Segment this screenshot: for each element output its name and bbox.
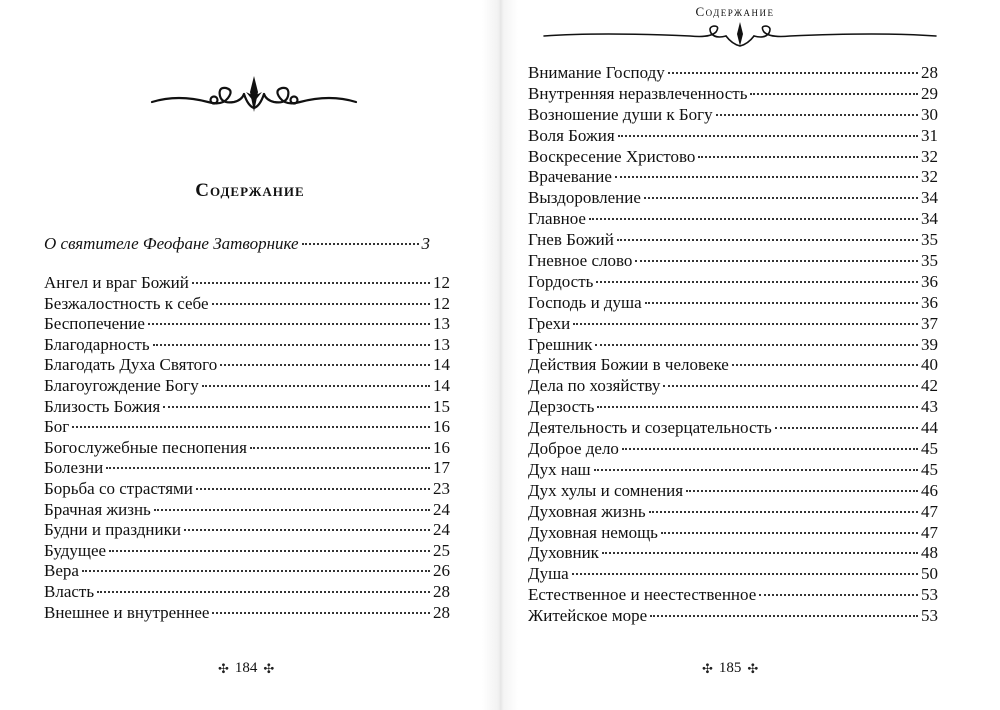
toc-entry-page: 12 [433,293,450,313]
toc-entry[interactable] [44,376,450,397]
page-number [218,660,274,677]
toc-entry-title: О святителе Феофане Затворнике [44,234,299,253]
dot-leader [686,489,918,492]
toc-entry-title: Грехи [528,313,571,333]
dot-leader [649,510,918,513]
toc-entry[interactable] [528,355,938,376]
toc-entry-title: Выздоровление [528,188,641,208]
dot-leader [597,405,918,408]
toc-entry-page: 50 [921,564,938,584]
toc-entry[interactable] [528,84,938,105]
dot-leader [775,426,918,429]
toc-entry[interactable] [528,397,938,418]
toc-entry[interactable] [44,561,450,582]
toc-entry-page: 45 [921,439,938,459]
toc-entry[interactable] [44,294,450,315]
toc-entry-page: 39 [921,334,938,354]
dot-leader [572,572,918,575]
dot-leader [72,425,430,428]
toc-entry-title: Воля Божия [528,125,615,145]
toc-entry[interactable] [528,564,938,585]
toc-entry[interactable] [528,230,938,251]
toc-entry-page: 47 [921,522,938,542]
dot-leader [716,113,918,116]
dot-leader [617,238,918,241]
toc-entry-title: Болезни [44,458,104,478]
toc-entry-page: 36 [921,271,938,291]
toc-entry-title: Дела по хозяйству [528,376,661,396]
toc-entry-page: 16 [433,437,450,457]
dot-leader [732,363,918,366]
toc-entry-page: 30 [921,104,938,124]
toc-entry-title: Благоугождение Богу [44,375,199,395]
toc-entry-title: Духовная жизнь [528,501,646,521]
toc-entry[interactable] [44,397,450,418]
toc-entry[interactable] [44,582,450,603]
toc-entry[interactable] [528,502,938,523]
dot-leader [759,593,918,596]
toc-entry[interactable] [44,355,450,376]
dot-leader [148,322,430,325]
dot-leader [82,569,430,572]
toc-entry-page: 23 [433,478,450,498]
toc-entry-title: Вера [44,561,79,581]
toc-entry-title: Дух наш [528,459,591,479]
toc-entry-title: Будни и праздники [44,520,181,540]
toc-entry-title: Будущее [44,540,107,560]
toc-entry-page: 35 [921,251,938,271]
toc-entry[interactable] [528,126,938,147]
toc-entry-page: 29 [921,83,938,103]
toc-entry-page: 24 [433,520,450,540]
dot-leader [615,175,918,178]
toc-entry[interactable] [44,314,450,335]
dot-leader [661,531,918,534]
toc-entry-page: 13 [433,334,450,354]
toc-entry[interactable] [44,458,450,479]
toc-entry-page: 3 [421,234,430,253]
toc-entry-page: 45 [921,459,938,479]
toc-entry[interactable] [528,418,938,439]
dot-leader [184,528,430,531]
toc-entry[interactable] [44,417,450,438]
toc-entry-page: 26 [433,561,450,581]
dot-leader [109,549,430,552]
toc-entry[interactable] [528,481,938,502]
toc-entry[interactable] [44,541,450,562]
toc-entry[interactable] [528,251,938,272]
toc-entry-title: Господь и душа [528,292,642,312]
dot-leader [602,551,918,554]
toc-entry-page: 12 [433,273,450,292]
dot-leader [645,301,918,304]
toc-entry[interactable] [528,188,938,209]
toc-entry[interactable] [528,63,938,84]
toc-entry[interactable] [528,376,938,397]
dot-leader [573,322,918,325]
toc-intro-entry[interactable] [44,234,430,254]
toc-entry-title: Дух хулы и сомнения [528,480,684,500]
toc-entry-page: 47 [921,501,938,521]
toc-entry[interactable] [44,479,450,500]
dot-leader [698,155,918,158]
dot-leader [635,259,918,262]
toc-list-right [528,63,938,627]
dot-leader [589,217,918,220]
toc-entry-page: 46 [921,480,938,500]
flourish-icon: ✣ [702,660,713,676]
dot-leader [192,281,430,284]
toc-entry-page: 48 [921,543,938,563]
toc-entry-page: 28 [921,63,938,82]
toc-entry-page: 42 [921,376,938,396]
toc-entry-title: Действия Божии в человеке [528,355,729,375]
toc-entry[interactable] [528,606,938,627]
toc-entry-title: Грешник [528,334,593,354]
toc-entry[interactable] [44,273,450,294]
toc-entry-page: 24 [433,499,450,519]
toc-entry-page: 53 [921,606,938,626]
toc-entry[interactable] [528,543,938,564]
toc-entry-page: 44 [921,418,938,438]
toc-entry-page: 34 [921,209,938,229]
toc-entry[interactable] [528,335,938,356]
toc-entry[interactable] [44,438,450,459]
toc-entry-page: 14 [433,355,450,375]
toc-entry-title: Благодать Духа Святого [44,355,218,375]
toc-entry-page: 53 [921,585,938,605]
toc-entry-page: 37 [921,313,938,333]
toc-entry-title: Борьба со страстями [44,478,193,498]
toc-entry-page: 31 [921,125,938,145]
toc-entry-title: Доброе дело [528,439,619,459]
toc-entry-title: Воскресение Христово [528,146,696,166]
toc-entry-page: 13 [433,314,450,334]
ornament-icon [148,72,360,118]
dot-leader [154,508,430,511]
toc-entry-title: Духовная немощь [528,522,658,542]
page-number [702,660,758,677]
flourish-icon: ✣ [747,660,759,676]
toc-entry-page: 40 [921,355,938,375]
toc-list-left [44,273,450,623]
toc-entry-title: Дерзость [528,397,595,417]
ornament-icon [540,20,940,50]
toc-entry-page: 36 [921,292,938,312]
dot-leader [663,384,918,387]
dot-leader [644,196,918,199]
dot-leader [595,343,918,346]
toc-entry[interactable] [528,314,938,335]
toc-entry-page: 15 [433,396,450,416]
dot-leader [750,92,918,95]
toc-entry[interactable] [528,460,938,481]
dot-leader [622,447,918,450]
toc-entry[interactable] [528,147,938,168]
toc-entry[interactable] [528,167,938,188]
dot-leader [196,487,430,490]
toc-entry-page: 25 [433,540,450,560]
toc-entry-title: Деятельность и созерцательность [528,418,772,438]
toc-entry-title: Богослужебные песнопения [44,437,247,457]
toc-entry-page: 34 [921,188,938,208]
toc-entry[interactable] [44,335,450,356]
toc-entry-title: Бог [44,417,70,437]
dot-leader [202,384,430,387]
toc-entry-title: Внешнее и внутреннее [44,602,210,622]
toc-entry[interactable] [44,500,450,521]
toc-entry-page: 43 [921,397,938,417]
toc-entry-title: Беспопечение [44,314,145,334]
toc-entry[interactable] [528,105,938,126]
toc-entry-title: Гнев Божий [528,230,614,250]
toc-entry-title: Духовник [528,543,599,563]
toc-entry[interactable] [44,520,450,541]
dot-leader [250,446,430,449]
running-head: Содержание [695,4,775,19]
toc-entry-title: Безжалостность к себе [44,293,209,313]
toc-entry-title: Внимание Господу [528,63,665,82]
toc-entry[interactable] [528,585,938,606]
folio-number: 185 [718,660,742,676]
toc-entry[interactable] [44,603,450,624]
dot-leader [618,134,918,137]
flourish-icon: ✣ [263,660,275,676]
dot-leader [594,468,918,471]
toc-entry-title: Власть [44,581,95,601]
toc-entry-title: Возношение души к Богу [528,104,713,124]
dot-leader [163,405,430,408]
toc-entry-page: 28 [433,581,450,601]
toc-entry-page: 17 [433,458,450,478]
toc-entry-page: 32 [921,167,938,187]
toc-entry-title: Главное [528,209,586,229]
toc-entry-page: 35 [921,230,938,250]
dot-leader [650,614,918,617]
dot-leader [668,71,918,74]
dot-leader [302,242,419,245]
toc-entry[interactable] [528,439,938,460]
toc-entry[interactable] [528,293,938,314]
toc-entry-title: Врачевание [528,167,612,187]
toc-entry[interactable] [528,523,938,544]
toc-entry-title: Внутренняя неразвлеченность [528,83,748,103]
dot-leader [220,363,430,366]
dot-leader [596,280,918,283]
toc-heading: Содержание [195,180,305,201]
toc-entry-title: Ангел и враг Божий [44,273,189,292]
toc-entry-title: Гневное слово [528,251,633,271]
toc-entry-title: Душа [528,564,569,584]
toc-entry-page: 28 [433,602,450,622]
toc-entry-title: Близость Божия [44,396,161,416]
toc-entry-title: Житейское море [528,606,648,626]
toc-entry-page: 16 [433,417,450,437]
dot-leader [212,302,430,305]
dot-leader [153,343,430,346]
toc-entry-title: Брачная жизнь [44,499,151,519]
toc-entry[interactable] [528,272,938,293]
flourish-icon: ✣ [218,660,229,676]
toc-entry-title: Благодарность [44,334,150,354]
dot-leader [106,466,430,469]
toc-entry-title: Гордость [528,271,594,291]
folio-number: 184 [234,660,258,676]
toc-entry-page: 14 [433,375,450,395]
dot-leader [212,611,430,614]
toc-entry[interactable] [528,209,938,230]
toc-entry-page: 32 [921,146,938,166]
toc-entry-title: Естественное и неестественное [528,585,757,605]
dot-leader [97,590,430,593]
